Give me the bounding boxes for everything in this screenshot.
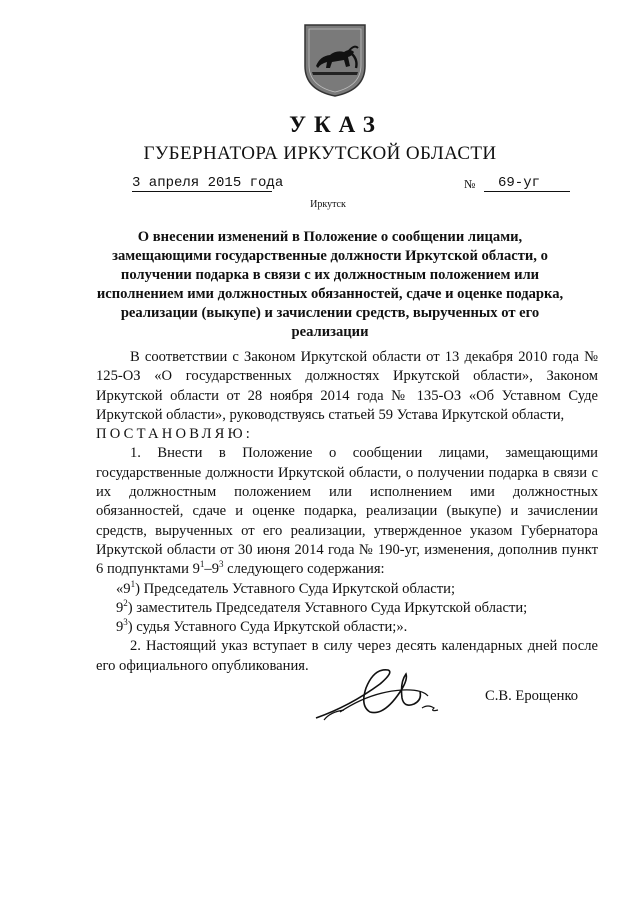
clause-1-sup-from: 1: [199, 559, 205, 570]
subclause-9-2-open: 9: [116, 599, 124, 616]
document-heading: О внесении изменений в Положение о сообщении лицами, замещающими государственные должности Иркутской области, о получении подарка в связи с их должностным положением или исполнением ими должностных обязанностей, сдаче и оценке подарка, реализации (выкупе) и зачислении средств, вырученных от его реализации: [96, 229, 564, 340]
document-title: УКАЗ: [289, 112, 383, 137]
document-number: 69-уг: [484, 175, 570, 192]
signer-name: С.В. Ерощенко: [485, 688, 579, 704]
clause-1-tail: следующего содержания:: [223, 561, 385, 578]
subclause-9-1: [96, 580, 598, 599]
subclause-9-2-sup: 2: [123, 598, 128, 608]
coat-of-arms-icon: [302, 22, 368, 98]
signature-image: [310, 662, 455, 726]
decree-word: ПОСТАНОВЛЯЮ:: [96, 426, 254, 443]
document-subtitle: ГУБЕРНАТОРА ИРКУТСКОЙ ОБЛАСТИ: [143, 143, 497, 164]
subclause-9-3-sup: 3: [123, 617, 128, 628]
clause-2: 2. Настоящий указ вступает в силу через десять календарных дней после его официального опубликования.: [96, 638, 598, 674]
subclause-9-2: [96, 599, 598, 618]
subclause-9-2-text: ) заместитель Председателя Уставного Суда Иркутской области;: [127, 599, 528, 616]
clause-1: [96, 444, 598, 579]
number-sign: №: [464, 177, 476, 191]
subclause-9-1-open: «9: [116, 580, 131, 597]
subclause-9-3: [96, 618, 598, 637]
subclause-9-3-text: ) судья Уставного Суда Иркутской области;».: [127, 619, 408, 636]
city-label: Иркутск: [310, 199, 346, 210]
document-date: 3 апреля 2015 года: [132, 175, 284, 191]
subclause-9-3-open: 9: [116, 619, 124, 636]
clause-1-sup-to: 3: [219, 559, 224, 570]
clause-1-dash: –9: [204, 561, 219, 578]
subclause-9-1-sup: 1: [130, 578, 136, 589]
document-body: [96, 348, 598, 676]
preamble-paragraph: В соответствии с Законом Иркутской области от 13 декабря 2010 года № 125-ОЗ «О государственных должностях Иркутской области», Законом Иркутской области от 28 ноября 2014 года № 135-ОЗ «Об Уставном Суде Иркутской области», руководствуясь статьей 59 Устава Иркутской области,: [96, 349, 598, 423]
subclause-9-1-text: ) Председатель Уставного Суда Иркутской области;: [135, 580, 455, 597]
clause-1-text: 1. Внести в Положение о сообщении лицами, замещающими государственные должности Иркутской области, о получении подарка в связи с их должностным положением или исполнением ими должностных обязанностей, сдаче и оценке подарка, реализации (выкупе) и зачислении средств, вырученных от его реализации, утвержденное указом Губернатора Иркутской области от 30 июня 2014 года № 190-уг, изменения, дополнив пункт 6 подпунктами 9: [96, 445, 598, 578]
